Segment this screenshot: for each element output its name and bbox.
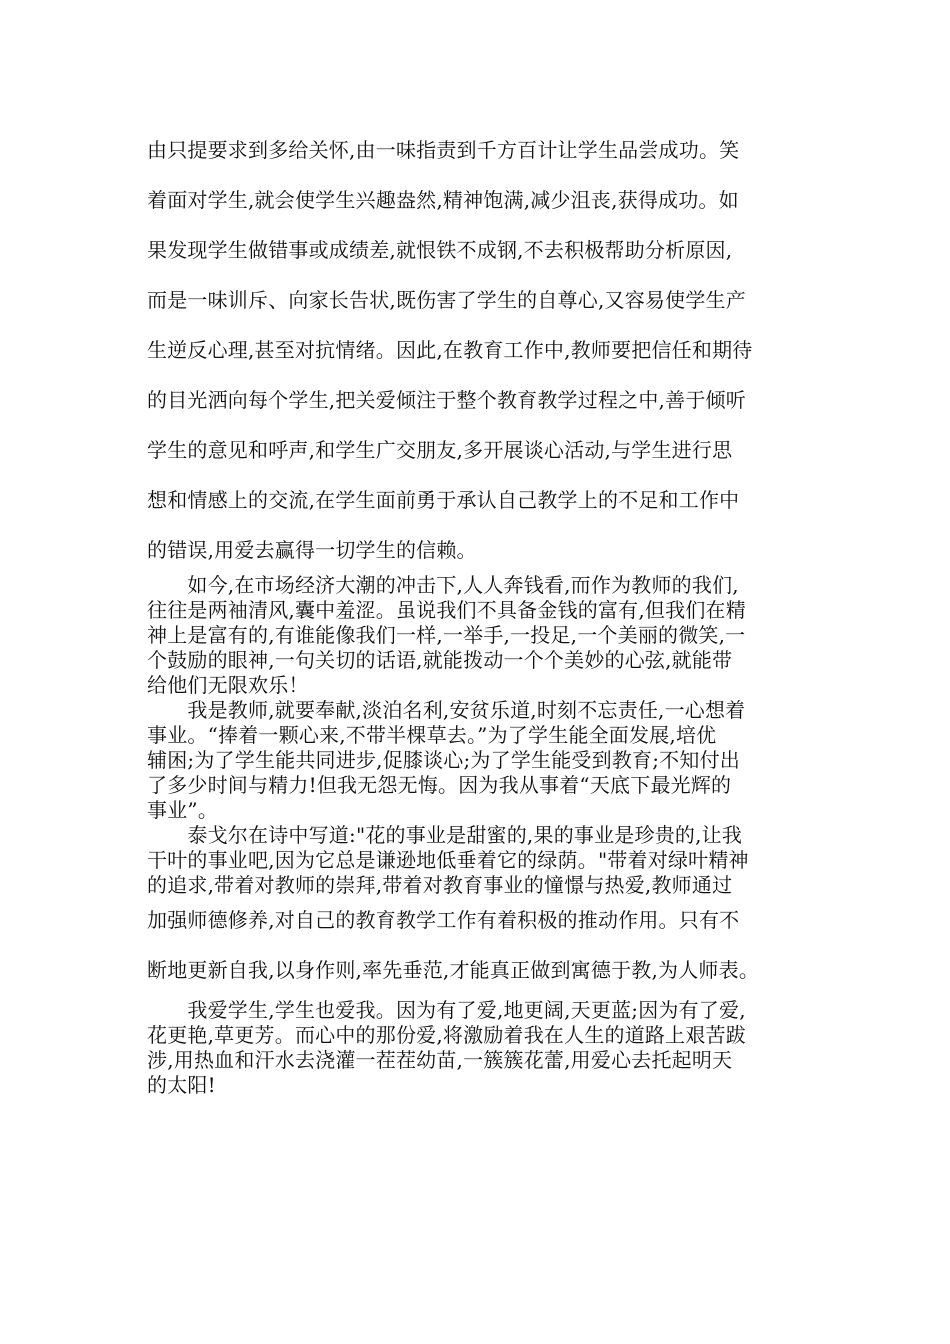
text-line: 事业”。 — [147, 798, 219, 822]
text-line: 学生的意见和呼声,和学生广交朋友,多开展谈心活动,与学生进行思 — [147, 438, 733, 462]
text-line: 断地更新自我,以身作则,率先垂范,才能真正做到寓德于教,为人师表。 — [147, 958, 760, 982]
text-line: 给他们无限欢乐！ — [147, 673, 309, 697]
text-line: 着面对学生,就会使学生兴趣盎然,精神饱满,减少沮丧,获得成功。如 — [147, 188, 739, 212]
text-line: 的太阳! — [147, 1073, 216, 1097]
text-line: 往往是两袖清风,囊中羞涩。虽说我们不具备金钱的富有,但我们在精 — [147, 598, 746, 622]
text-line: 泰戈尔在诗中写道:"花的事业是甜蜜的,果的事业是珍贵的,让我 — [147, 823, 743, 847]
text-line: 涉,用热血和汗水去浇灌一茬茬幼苗,一簇簇花蕾,用爱心去托起明天 — [147, 1048, 733, 1072]
text-line: 我爱学生,学生也爱我。因为有了爱,地更阔,天更蓝;因为有了爱, — [147, 998, 746, 1022]
text-line: 加强师德修养,对自己的教育教学工作有着积极的推动作用。只有不 — [147, 908, 740, 932]
text-line: 我是教师,就要奉献,淡泊名利,安贫乐道,时刻不忘责任,一心想着 — [147, 698, 746, 722]
text-line: 如今,在市场经济大潮的冲击下,人人奔钱看,而作为教师的我们, — [147, 573, 739, 597]
text-line: 干叶的事业吧,因为它总是谦逊地低垂着它的绿荫。"带着对绿叶精神 — [147, 848, 749, 872]
text-line: 的错误,用爱去赢得一切学生的信赖。 — [147, 538, 477, 562]
text-line: 想和情感上的交流,在学生面前勇于承认自己教学上的不足和工作中 — [147, 488, 740, 512]
text-line: 生逆反心理,甚至对抗情绪。因此,在教育工作中,教师要把信任和期待 — [147, 338, 753, 362]
text-line: 神上是富有的,有谁能像我们一样,一举手,一投足,一个美丽的微笑,一 — [147, 623, 746, 647]
text-line: 而是一味训斥、向家长告状,既伤害了学生的自尊心,又容易使学生产 — [147, 288, 746, 312]
text-line: 辅困;为了学生能共同进步,促膝谈心;为了学生能受到教育;不知付出 — [147, 748, 740, 772]
text-line: 个鼓励的眼神,一句关切的话语,就能拨动一个个美妙的心弦,就能带 — [147, 648, 733, 672]
text-line: 果发现学生做错事或成绩差,就恨铁不成钢,不去积极帮助分析原因, — [147, 238, 733, 262]
text-line: 的追求,带着对教师的崇拜,带着对教育事业的憧憬与热爱,教师通过 — [147, 873, 733, 897]
text-line: 由只提要求到多给关怀,由一味指责到千方百计让学生品尝成功。笑 — [147, 138, 740, 162]
text-line: 了多少时间与精力!但我无怨无悔。因为我从事着“天底下最光辉的 — [147, 773, 732, 797]
text-line: 花更艳,草更芳。而心中的那份爱,将激励着我在人生的道路上艰苦跋 — [147, 1023, 746, 1047]
text-line: 事业。“捧着一颗心来,不带半棵草去。”为了学生能全面发展,培优 — [147, 723, 717, 747]
text-line: 的目光洒向每个学生,把关爱倾注于整个教育教学过程之中,善于倾听 — [147, 388, 746, 412]
